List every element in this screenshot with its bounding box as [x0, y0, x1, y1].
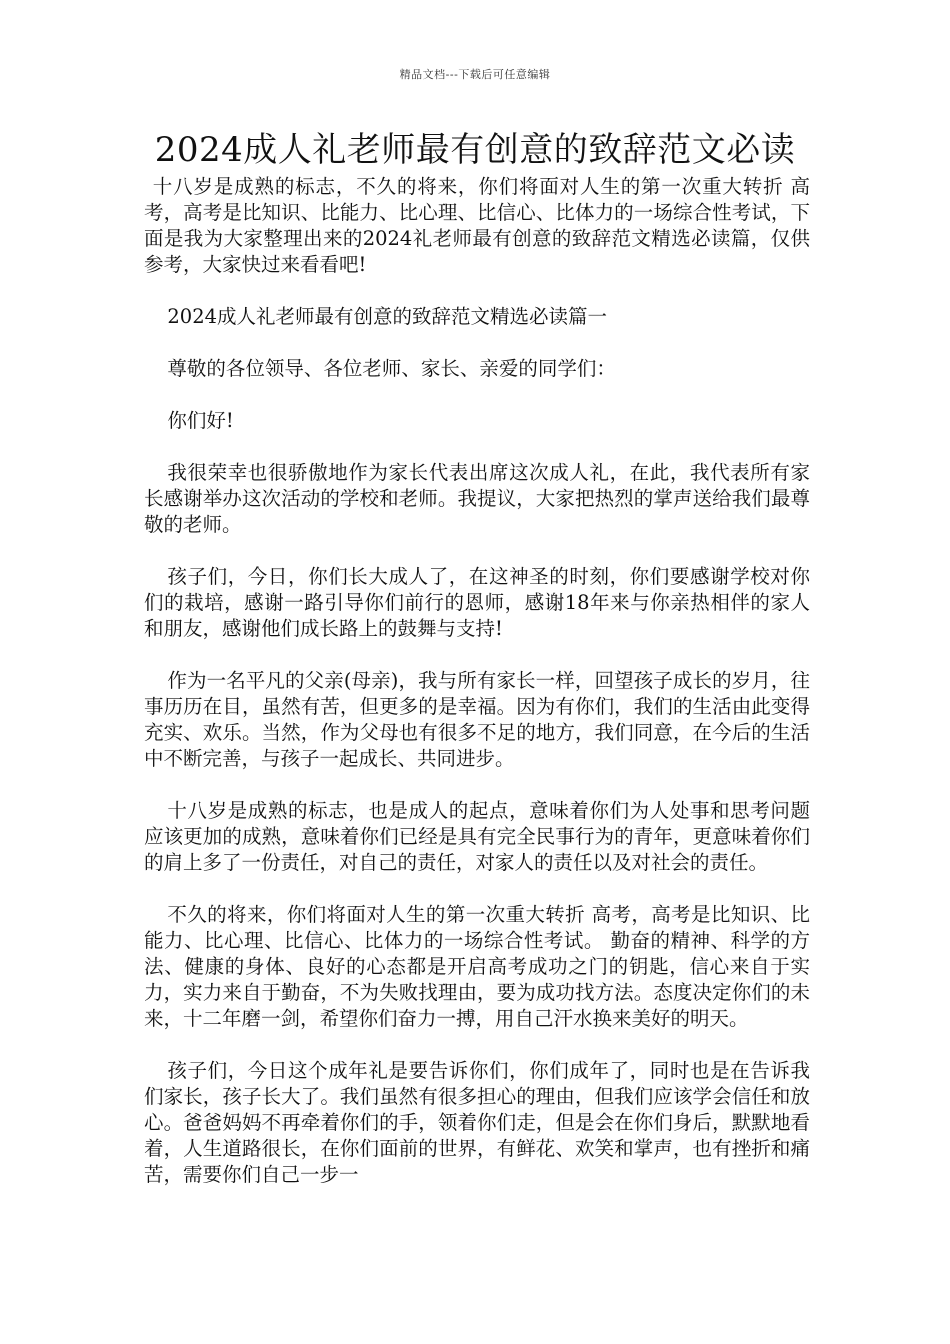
- document-title: 2024成人礼老师最有创意的致辞范文必读: [154, 130, 796, 170]
- body-paragraph: 作为一名平凡的父亲(母亲)，我与所有家长一样，回望孩子成长的岁月，往事历历在目，虽然有苦，但更多的是幸福。因为有你们，我们的生活由此变得充实、欢乐。当然，作为父母也有很多不足的地方，我们同意，在今后的生活中不断完善，与孩子一起成长、共同进步。: [144, 669, 810, 770]
- body-paragraph: 不久的将来，你们将面对人生的第一次重大转折 高考，高考是比知识、比能力、比心理、比信心、比体力的一场综合性考试。 勤奋的精神、科学的方法、健康的身体、良好的心态都是开启高考成功之门的钥匙，信心来自于实力，实力来自于勤奋，不为失败找理由，要为成功找方法。态度决定你们的未来，十二年磨一剑，希望你们奋力一搏，用自己汗水换来美好的明天。: [144, 903, 810, 1030]
- body-paragraph: 孩子们，今日，你们长大成人了，在这神圣的时刻，你们要感谢学校对你们的栽培，感谢一路引导你们前行的恩师，感谢18年来与你亲热相伴的家人和朋友，感谢他们成长路上的鼓舞与支持!: [144, 565, 810, 640]
- document-body: [144, 174, 810, 1214]
- body-paragraph: 十八岁是成熟的标志，也是成人的起点，意味着你们为人处事和思考问题应该更加的成熟，意味着你们已经是具有完全民事行为的青年，更意味着你们的肩上多了一份责任，对自己的责任，对家人的责任以及对社会的责任。: [144, 799, 810, 874]
- intro-paragraph: 十八岁是成熟的标志，不久的将来，你们将面对人生的第一次重大转折 高考，高考是比知识、比能力、比心理、比信心、比体力的一场综合性考试，下面是我为大家整理出来的2024礼老师最有创意的致辞范文精选必读篇，仅供参考，大家快过来看看吧!: [144, 175, 810, 276]
- body-paragraph: 我很荣幸也很骄傲地作为家长代表出席这次成人礼，在此，我代表所有家长感谢举办这次活动的学校和老师。我提议，大家把热烈的掌声送给我们最尊敬的老师。: [144, 461, 810, 536]
- salutation: 尊敬的各位领导、各位老师、家长、亲爱的同学们：: [167, 357, 616, 380]
- greeting: 你们好!: [167, 409, 234, 432]
- header-note: 精品文档---下载后可任意编辑: [399, 68, 551, 81]
- body-paragraph: 孩子们，今日这个成年礼是要告诉你们，你们成年了，同时也是在告诉我们家长，孩子长大了。我们虽然有很多担心的理由，但我们应该学会信任和放心。爸爸妈妈不再牵着你们的手，领着你们走，但是会在你们身后，默默地看着，人生道路很长，在你们面前的世界，有鲜花、欢笑和掌声，也有挫折和痛苦，需要你们自己一步一: [144, 1059, 810, 1186]
- section-heading: 2024成人礼老师最有创意的致辞范文精选必读篇一: [167, 305, 608, 328]
